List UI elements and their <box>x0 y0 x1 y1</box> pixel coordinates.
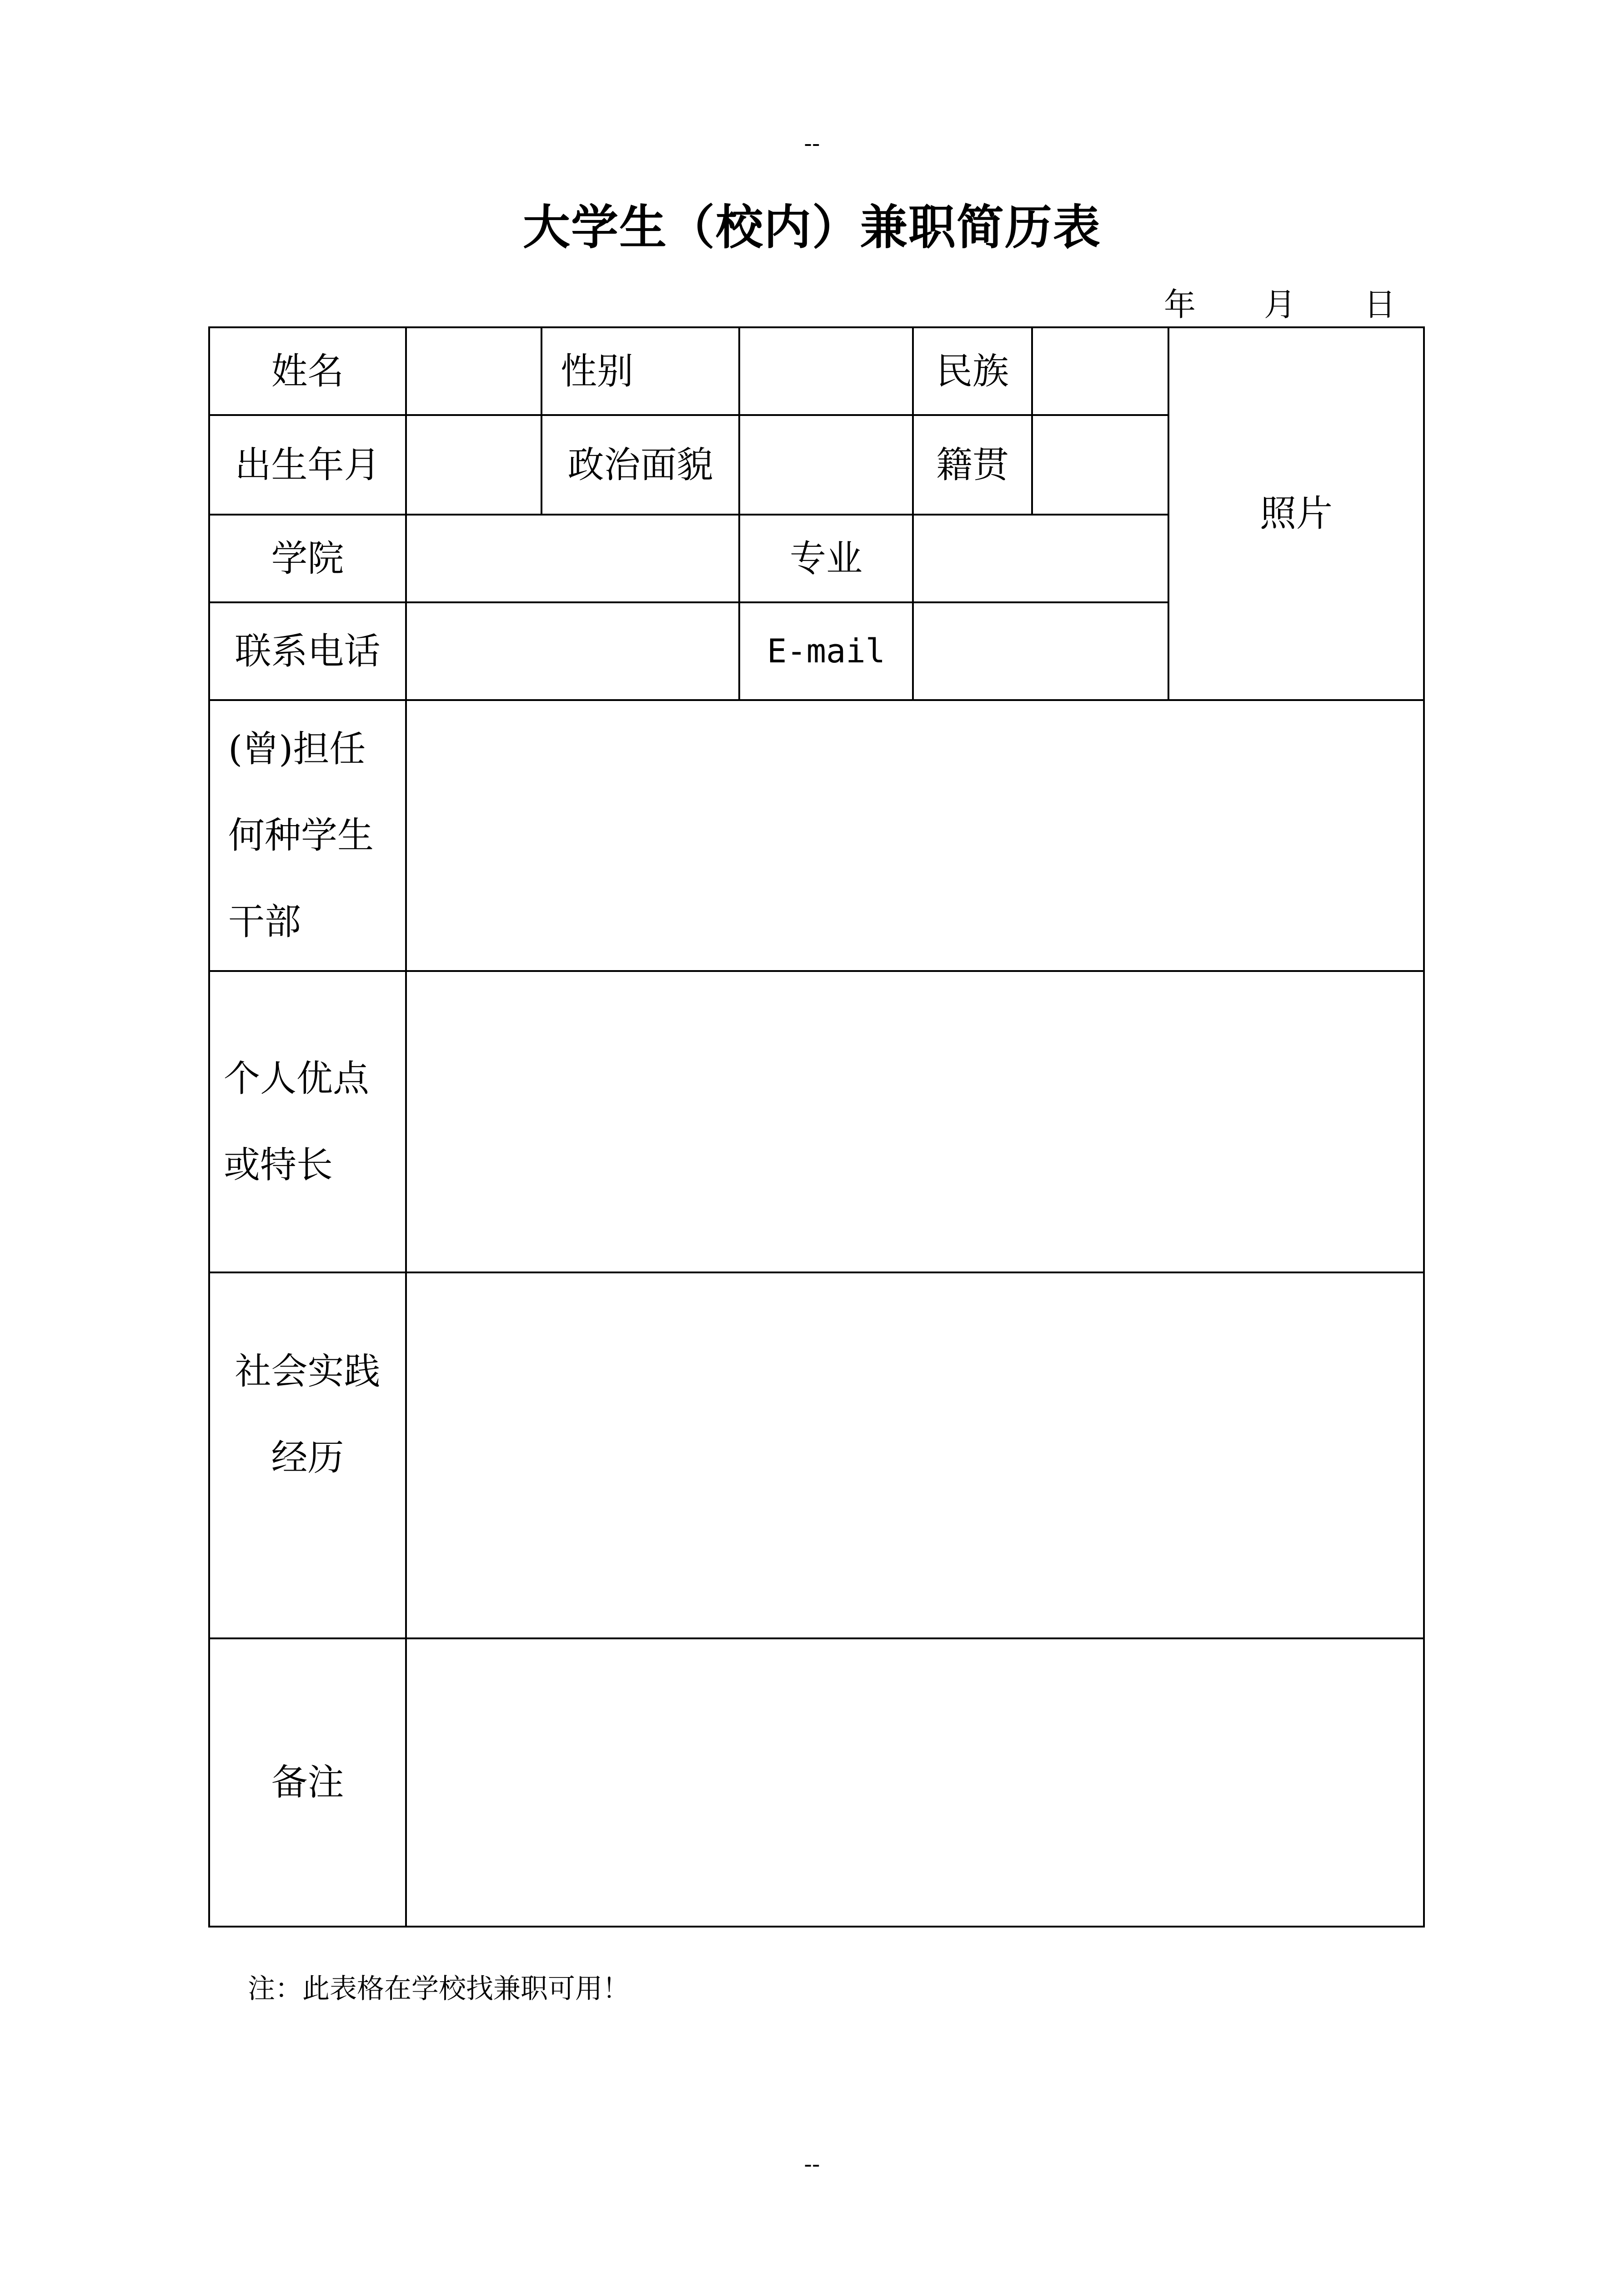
date-month-label: 月 <box>1264 286 1296 323</box>
political-status-field[interactable] <box>739 415 913 515</box>
native-place-field[interactable] <box>1032 415 1168 515</box>
major-label: 专业 <box>739 515 913 602</box>
strengths-label <box>209 971 406 1272</box>
cadre-label-line: 干部 <box>228 901 301 943</box>
footnote: 注：此表格在学校找兼职可用！ <box>248 1973 630 2005</box>
form-row-cadre <box>209 700 1424 971</box>
page-header-mark: -- <box>804 130 820 157</box>
date-line <box>1157 284 1412 325</box>
phone-field[interactable] <box>406 602 739 700</box>
gender-field[interactable] <box>739 327 913 415</box>
date-day-label: 日 <box>1364 286 1396 323</box>
email-field[interactable] <box>913 602 1168 700</box>
email-label: E-mail <box>739 602 913 700</box>
college-field[interactable] <box>406 515 739 602</box>
birth-field[interactable] <box>406 415 541 515</box>
date-year-label: 年 <box>1164 286 1196 323</box>
practice-field[interactable] <box>406 1272 1424 1638</box>
strengths-field[interactable] <box>406 971 1424 1272</box>
ethnicity-field[interactable] <box>1032 327 1168 415</box>
practice-label <box>209 1272 406 1638</box>
name-field[interactable] <box>406 327 541 415</box>
cadre-label-line: (曾)担任 <box>228 728 366 770</box>
name-label: 姓名 <box>209 327 406 415</box>
major-field[interactable] <box>913 515 1168 602</box>
page-footer-mark: -- <box>804 2151 820 2178</box>
college-label: 学院 <box>209 515 406 602</box>
document-title: 大学生（校内）兼职简历表 <box>522 200 1101 255</box>
birth-label: 出生年月 <box>209 415 406 515</box>
political-status-label: 政治面貌 <box>541 415 739 515</box>
form-row-remarks <box>209 1638 1424 1927</box>
remarks-label: 备注 <box>209 1638 406 1927</box>
form-row-practice <box>209 1272 1424 1638</box>
ethnicity-label: 民族 <box>913 327 1032 415</box>
practice-label-line: 经历 <box>271 1436 344 1479</box>
cadre-label <box>209 700 406 971</box>
remarks-field[interactable] <box>406 1638 1424 1927</box>
phone-label: 联系电话 <box>209 602 406 700</box>
cadre-label-line: 何种学生 <box>228 814 374 856</box>
cadre-field[interactable] <box>406 700 1424 971</box>
form-row-basic-1 <box>209 327 1424 415</box>
gender-label: 性别 <box>541 327 739 415</box>
strengths-label-line: 或特长 <box>224 1143 333 1186</box>
form-row-strengths <box>209 971 1424 1272</box>
practice-label-line: 社会实践 <box>235 1350 381 1392</box>
photo-box[interactable]: 照片 <box>1168 327 1424 700</box>
resume-form-table <box>208 326 1425 1928</box>
native-place-label: 籍贯 <box>913 415 1032 515</box>
strengths-label-line: 个人优点 <box>224 1057 369 1100</box>
